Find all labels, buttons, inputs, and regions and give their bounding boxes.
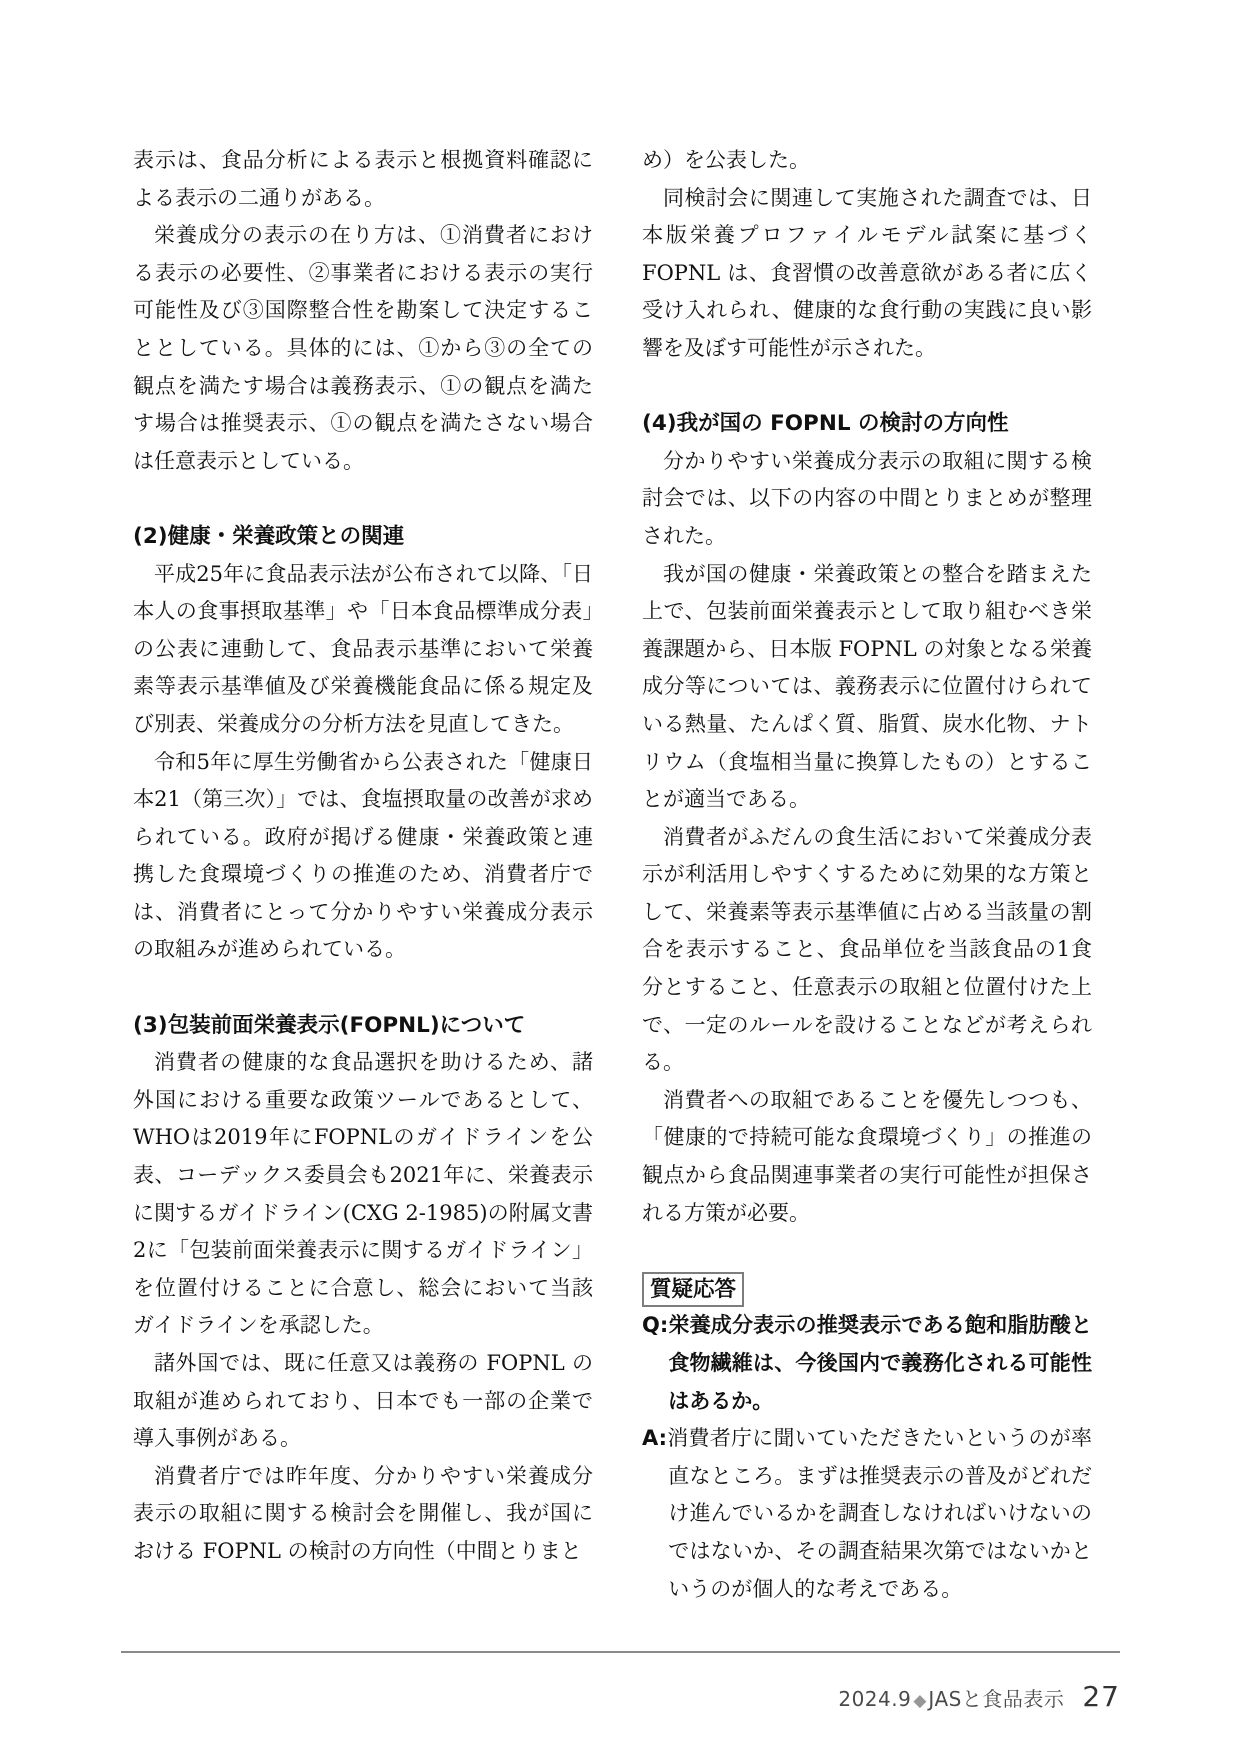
paragraph: 消費者への取組であることを優先しつつも、「健康的で持続可能な食環境づくり」の推進の観点から食品関連事業者の実行可能性が担保される方策が必要。 — [642, 1087, 1092, 1225]
section-heading-4: (4)我が国の FOPNL の検討の方向性 — [642, 411, 1009, 437]
paragraph: 分かりやすい栄養成分表示の取組に関する検討会では、以下の内容の中間とりまとめが整理された。 — [642, 448, 1092, 548]
right-column — [642, 142, 1092, 1608]
paragraph: 平成25年に食品表示法が公布されて以降、「日本人の食事摂取基準」や「日本食品標準成分表」の公表に連動して、食品表示基準において栄養素等表示基準値及び栄養機能食品に係る規定及び別表、栄養成分の分析方法を見直してきた。 — [133, 561, 593, 736]
section-heading-3: (3)包装前面栄養表示(FOPNL)について — [133, 1012, 526, 1038]
paragraph-continuation: 表示は、食品分析による表示と根拠資料確認による表示の二通りがある。 — [133, 148, 593, 210]
paragraph: 消費者の健康的な食品選択を助けるため、諸外国における重要な政策ツールであるとして、WHOは2019年にFOPNLのガイドラインを公表、コーデックス委員会も2021年に、栄養表示に関するガイドライン(CXG 2-1985)の附属文書2に「包装前面栄養表示に関するガイドライン」を位置付けることに合意し、総会において当該ガイドラインを承認した。 — [133, 1050, 593, 1338]
question-text: 栄養成分表示の推奨表示である飽和脂肪酸と食物繊維は、今後国内で義務化される可能性はあるか。 — [668, 1313, 1092, 1413]
section-heading-2: (2)健康・栄養政策との関連 — [133, 523, 405, 549]
answer-text: 消費者庁に聞いていただきたいというのが率直なところ。まずは推奨表示の普及がどれだけ進んでいるかを調査しなければいけないのではないか、その調査結果次第ではないかというのが個人的な考えである。 — [667, 1426, 1092, 1601]
qa-section-heading: 質疑応答 — [642, 1272, 744, 1307]
paragraph: 消費者がふだんの食生活において栄養成分表示が利活用しやすくするために効果的な方策として、栄養素等表示基準値に占める当該量の割合を表示すること、食品単位を当該食品の1食分とすること、任意表示の取組と位置付けた上で、一定のルールを設けることなどが考えられる。 — [642, 824, 1093, 1075]
left-column — [133, 142, 593, 1608]
paragraph: 消費者庁では昨年度、分かりやすい栄養成分表示の取組に関する検討会を開催し、我が国における FOPNL の検討の方向性（中間とりまと — [133, 1463, 593, 1563]
paragraph: 栄養成分の表示の在り方は、①消費者における表示の必要性、②事業者における表示の実行可能性及び③国際整合性を勘案して決定することとしている。具体的には、①から③の全ての観点を満たす場合は義務表示、①の観点を満たす場合は推奨表示、①の観点を満たさない場合は任意表示としている。 — [133, 223, 593, 473]
answer-label: A: — [642, 1426, 668, 1451]
paragraph-continuation: め）を公表した。 — [642, 148, 810, 172]
paragraph: 令和5年に厚生労働省から公表された「健康日本21（第三次）」では、食塩摂取量の改善が求められている。政府が掲げる健康・栄養政策と連携した食環境づくりの推進のため、消費者庁では、消費者にとって分かりやすい栄養成分表示の取組みが進められている。 — [133, 749, 593, 962]
footer-divider — [121, 1651, 1120, 1653]
footer-journal-title: JASと食品表示 — [928, 1687, 1065, 1711]
paragraph: 諸外国では、既に任意又は義務の FOPNL の取組が進められており、日本でも一部の企業で導入事例がある。 — [133, 1351, 593, 1451]
paragraph: 我が国の健康・栄養政策との整合を踏まえた上で、包装前面栄養表示として取り組むべき栄養課題から、日本版 FOPNL の対象となる栄養成分等については、義務表示に位置付けられている熱量、たんぱく質、脂質、炭水化物、ナトリウム（食塩相当量に換算したもの）とすることが適当である。 — [642, 561, 1092, 812]
qa-section — [642, 1270, 1092, 1308]
footer — [838, 1680, 1120, 1713]
question-block — [642, 1307, 1092, 1420]
answer-block — [642, 1420, 1092, 1608]
question-label: Q: — [642, 1313, 669, 1338]
footer-issue-date: 2024.9 — [838, 1687, 912, 1711]
footer-page-number: 27 — [1082, 1680, 1120, 1713]
paragraph: 同検討会に関連して実施された調査では、日本版栄養プロファイルモデル試案に基づくFOPNL は、食習慣の改善意欲がある者に広く受け入れられ、健康的な食行動の実践に良い影響を及ぼす可能性が示された。 — [642, 185, 1092, 360]
diamond-icon: ◆ — [913, 1691, 927, 1711]
two-column-article — [133, 142, 1092, 1608]
